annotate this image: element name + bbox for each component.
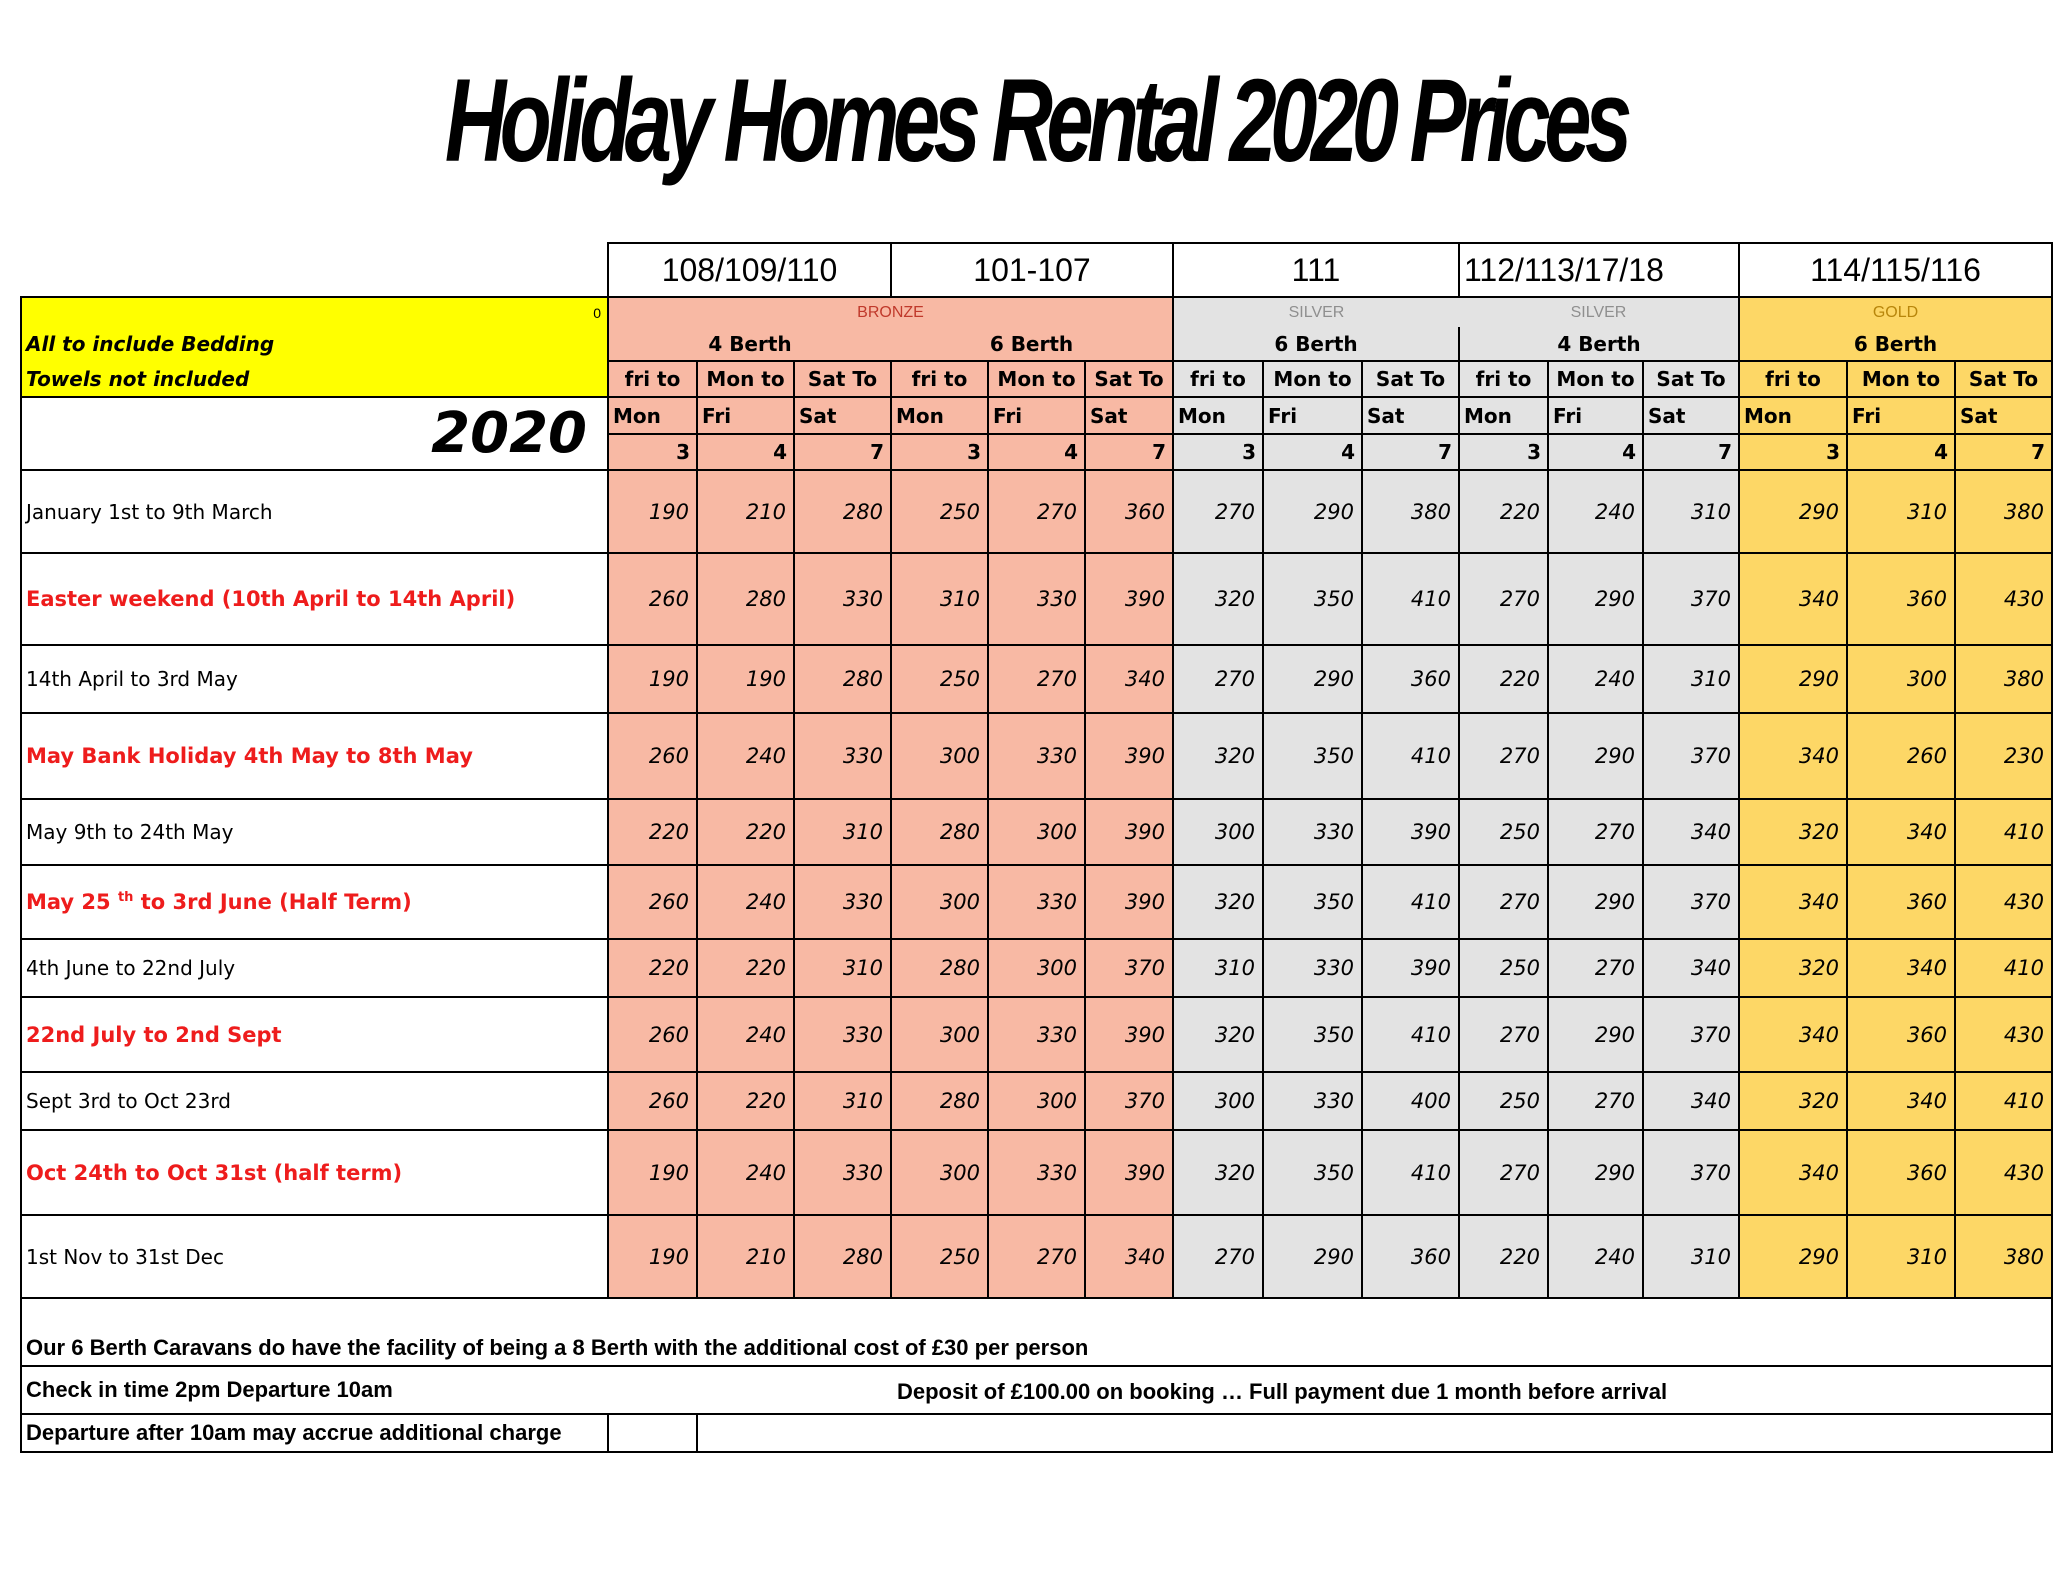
- price-cell: 250: [1459, 939, 1548, 997]
- col-header: Sat To: [1643, 361, 1739, 397]
- price-cell: 320: [1739, 799, 1847, 865]
- period-label: May 9th to 24th May: [21, 799, 608, 865]
- berth-row: [21, 327, 2052, 361]
- price-cell: 320: [1173, 713, 1263, 799]
- price-cell: 310: [794, 1072, 891, 1130]
- header-row-to: [21, 397, 2052, 434]
- price-cell: 300: [1173, 799, 1263, 865]
- price-cell: 300: [891, 997, 988, 1072]
- price-cell: 190: [697, 645, 794, 713]
- price-cell: 310: [1173, 939, 1263, 997]
- price-cell: 410: [1362, 713, 1459, 799]
- deposit-note: Deposit of £100.00 on booking … Full payment due 1 month before arrival: [897, 1379, 1668, 1404]
- unit-group-2: 101-107: [891, 243, 1173, 297]
- price-cell: 300: [988, 799, 1085, 865]
- tier-zero-label: 0: [21, 297, 608, 327]
- price-cell: 390: [1085, 997, 1173, 1072]
- period-label: 4th June to 22nd July: [21, 939, 608, 997]
- price-cell: 330: [988, 713, 1085, 799]
- period-label: 22nd July to 2nd Sept: [21, 997, 608, 1072]
- tier-silver-1: SILVER: [1173, 297, 1459, 327]
- col-header: Mon: [1459, 397, 1548, 434]
- price-cell: 340: [1085, 1215, 1173, 1298]
- price-cell: 410: [1362, 997, 1459, 1072]
- price-cell: 340: [1739, 713, 1847, 799]
- price-cell: 250: [891, 645, 988, 713]
- price-cell: 310: [794, 799, 891, 865]
- col-header: Mon to: [988, 361, 1085, 397]
- col-header: Mon: [1173, 397, 1263, 434]
- price-cell: 290: [1263, 470, 1362, 553]
- tier-silver-2: SILVER: [1459, 297, 1739, 327]
- price-cell: 310: [891, 553, 988, 645]
- price-cell: 340: [1643, 799, 1739, 865]
- price-cell: 270: [1173, 645, 1263, 713]
- price-cell: 340: [1847, 939, 1955, 997]
- price-cell: 340: [1739, 1130, 1847, 1215]
- col-header: Mon to: [1847, 361, 1955, 397]
- price-cell: 330: [988, 553, 1085, 645]
- unit-group-5: 114/115/116: [1739, 243, 2052, 297]
- col-header: Fri: [988, 397, 1085, 434]
- price-cell: 330: [794, 1130, 891, 1215]
- unit-group-1: 108/109/110: [608, 243, 891, 297]
- col-header: Sat: [1955, 397, 2052, 434]
- price-cell: 190: [608, 645, 697, 713]
- price-cell: 330: [794, 553, 891, 645]
- berth-label-4: 4 Berth: [1459, 327, 1739, 361]
- price-row: [21, 713, 2052, 799]
- unit-group-4: 112/113/17/18: [1459, 243, 1739, 297]
- price-cell: 270: [1459, 553, 1548, 645]
- price-cell: 340: [1739, 997, 1847, 1072]
- price-cell: 390: [1362, 939, 1459, 997]
- col-header: fri to: [891, 361, 988, 397]
- price-cell: 380: [1362, 470, 1459, 553]
- period-label: Easter weekend (10th April to 14th April): [21, 553, 608, 645]
- price-cell: 250: [891, 1215, 988, 1298]
- price-cell: 370: [1643, 713, 1739, 799]
- price-row: [21, 1072, 2052, 1130]
- price-cell: 350: [1263, 997, 1362, 1072]
- price-cell: 210: [697, 1215, 794, 1298]
- price-cell: 430: [1955, 1130, 2052, 1215]
- period-label: [21, 865, 608, 939]
- price-cell: 210: [697, 470, 794, 553]
- empty-cell: [697, 1414, 2052, 1452]
- checkin-note: Check in time 2pm Departure 10am: [26, 1377, 393, 1402]
- price-cell: 360: [1847, 553, 1955, 645]
- col-header: Sat To: [1955, 361, 2052, 397]
- col-header: fri to: [1739, 361, 1847, 397]
- price-cell: 410: [1362, 865, 1459, 939]
- price-row: [21, 865, 2052, 939]
- price-cell: 370: [1643, 553, 1739, 645]
- unit-group-3: 111: [1173, 243, 1459, 297]
- price-cell: 320: [1173, 553, 1263, 645]
- price-cell: 300: [891, 865, 988, 939]
- price-cell: 270: [1459, 997, 1548, 1072]
- price-cell: 290: [1739, 470, 1847, 553]
- checkin-row: [21, 1366, 2052, 1414]
- price-cell: 270: [1548, 939, 1643, 997]
- period-label: Oct 24th to Oct 31st (half term): [21, 1130, 608, 1215]
- berth-label-5: 6 Berth: [1739, 327, 2052, 361]
- period-label: 14th April to 3rd May: [21, 645, 608, 713]
- period-label: January 1st to 9th March: [21, 470, 608, 553]
- price-cell: 410: [1955, 939, 2052, 997]
- price-cell: 220: [1459, 1215, 1548, 1298]
- price-rows: [21, 470, 2052, 1298]
- price-cell: 350: [1263, 1130, 1362, 1215]
- price-cell: 270: [1173, 470, 1263, 553]
- price-cell: 290: [1548, 1130, 1643, 1215]
- price-cell: 290: [1548, 553, 1643, 645]
- col-header: Mon to: [1263, 361, 1362, 397]
- price-cell: 190: [608, 470, 697, 553]
- price-cell: 260: [1847, 713, 1955, 799]
- price-cell: 300: [1173, 1072, 1263, 1130]
- year-label: 2020: [21, 397, 608, 470]
- price-cell: 290: [1548, 713, 1643, 799]
- price-cell: 220: [1459, 645, 1548, 713]
- price-cell: 380: [1955, 470, 2052, 553]
- empty-cell: [608, 1414, 697, 1452]
- price-cell: 260: [608, 713, 697, 799]
- price-cell: 330: [1263, 939, 1362, 997]
- price-cell: 310: [1643, 470, 1739, 553]
- nights-header: 7: [794, 434, 891, 470]
- departure-note: Departure after 10am may accrue additional charge: [21, 1414, 608, 1452]
- price-cell: 240: [697, 1130, 794, 1215]
- caravan-note: Our 6 Berth Caravans do have the facility of being a 8 Berth with the additional cost of £30 per person: [21, 1298, 2052, 1366]
- price-cell: 410: [1362, 553, 1459, 645]
- price-row: [21, 645, 2052, 713]
- berth-label-1: 4 Berth: [608, 327, 891, 361]
- price-cell: 190: [608, 1130, 697, 1215]
- col-header: Mon: [1739, 397, 1847, 434]
- berth-label-2: 6 Berth: [891, 327, 1173, 361]
- price-cell: 390: [1085, 799, 1173, 865]
- price-cell: 290: [1263, 1215, 1362, 1298]
- price-cell: 300: [891, 713, 988, 799]
- price-cell: 240: [1548, 470, 1643, 553]
- price-cell: 290: [1548, 865, 1643, 939]
- price-cell: 310: [1643, 645, 1739, 713]
- nights-header: 4: [988, 434, 1085, 470]
- price-row: [21, 997, 2052, 1072]
- price-cell: 230: [1955, 713, 2052, 799]
- header-row-from: [21, 361, 2052, 397]
- price-cell: 340: [1739, 553, 1847, 645]
- nights-header: 7: [1085, 434, 1173, 470]
- price-cell: 340: [1847, 1072, 1955, 1130]
- price-row: [21, 553, 2052, 645]
- nights-header: 4: [1548, 434, 1643, 470]
- price-cell: 330: [794, 997, 891, 1072]
- price-cell: 330: [794, 713, 891, 799]
- price-cell: 270: [988, 1215, 1085, 1298]
- price-cell: 360: [1362, 645, 1459, 713]
- price-cell: 370: [1643, 865, 1739, 939]
- price-cell: 360: [1362, 1215, 1459, 1298]
- price-cell: 320: [1739, 939, 1847, 997]
- price-cell: 390: [1085, 1130, 1173, 1215]
- col-header: fri to: [1173, 361, 1263, 397]
- period-text: May 25: [26, 890, 118, 914]
- col-header: Mon to: [1548, 361, 1643, 397]
- price-cell: 270: [988, 645, 1085, 713]
- price-cell: 220: [697, 799, 794, 865]
- nights-header: 4: [1263, 434, 1362, 470]
- price-cell: 330: [988, 1130, 1085, 1215]
- price-cell: 340: [1643, 1072, 1739, 1130]
- price-cell: 430: [1955, 997, 2052, 1072]
- price-cell: 220: [608, 799, 697, 865]
- price-cell: 220: [697, 1072, 794, 1130]
- col-header: Sat To: [1362, 361, 1459, 397]
- price-cell: 340: [1085, 645, 1173, 713]
- price-cell: 390: [1362, 799, 1459, 865]
- price-cell: 410: [1955, 799, 2052, 865]
- price-cell: 400: [1362, 1072, 1459, 1130]
- price-cell: 360: [1085, 470, 1173, 553]
- footer: [21, 1298, 2052, 1452]
- page-title: Holiday Homes Rental 2020 Prices: [444, 55, 1626, 187]
- price-cell: 310: [1643, 1215, 1739, 1298]
- price-cell: 360: [1847, 1130, 1955, 1215]
- price-cell: 330: [988, 997, 1085, 1072]
- price-cell: 330: [1263, 1072, 1362, 1130]
- period-label: May Bank Holiday 4th May to 8th May: [21, 713, 608, 799]
- price-cell: 290: [1548, 997, 1643, 1072]
- price-cell: 190: [608, 1215, 697, 1298]
- price-cell: 370: [1085, 939, 1173, 997]
- col-header: Mon: [608, 397, 697, 434]
- price-cell: 260: [608, 997, 697, 1072]
- units-label-cell: [21, 243, 608, 297]
- price-cell: 260: [608, 1072, 697, 1130]
- price-cell: 270: [1548, 799, 1643, 865]
- price-cell: 330: [794, 865, 891, 939]
- price-cell: 390: [1085, 713, 1173, 799]
- period-label: Sept 3rd to Oct 23rd: [21, 1072, 608, 1130]
- price-cell: 370: [1085, 1072, 1173, 1130]
- price-cell: 370: [1643, 997, 1739, 1072]
- price-cell: 220: [608, 939, 697, 997]
- col-header: Sat: [1362, 397, 1459, 434]
- price-cell: 270: [1173, 1215, 1263, 1298]
- col-header: Mon: [891, 397, 988, 434]
- price-cell: 390: [1085, 553, 1173, 645]
- price-cell: 300: [891, 1130, 988, 1215]
- price-table: [20, 242, 2053, 1453]
- price-cell: 290: [1739, 1215, 1847, 1298]
- price-cell: 380: [1955, 645, 2052, 713]
- nights-header: 3: [1459, 434, 1548, 470]
- price-cell: 350: [1263, 865, 1362, 939]
- price-cell: 220: [1459, 470, 1548, 553]
- col-header: Sat: [794, 397, 891, 434]
- price-cell: 280: [794, 1215, 891, 1298]
- price-cell: 370: [1643, 1130, 1739, 1215]
- price-cell: 250: [891, 470, 988, 553]
- price-cell: 270: [1459, 713, 1548, 799]
- price-cell: 310: [794, 939, 891, 997]
- price-cell: 290: [1263, 645, 1362, 713]
- price-row: [21, 470, 2052, 553]
- price-cell: 290: [1739, 645, 1847, 713]
- price-cell: 240: [1548, 645, 1643, 713]
- price-cell: 260: [608, 553, 697, 645]
- nights-header: 4: [1847, 434, 1955, 470]
- bedding-note: All to include Bedding: [21, 327, 608, 361]
- price-cell: 380: [1955, 1215, 2052, 1298]
- units-row: [21, 243, 2052, 297]
- col-header: Sat To: [1085, 361, 1173, 397]
- price-cell: 270: [1459, 865, 1548, 939]
- price-cell: 320: [1173, 865, 1263, 939]
- period-superscript: th: [117, 890, 134, 905]
- col-header: Sat: [1643, 397, 1739, 434]
- period-text: to 3rd June (Half Term): [133, 890, 412, 914]
- price-cell: 270: [1548, 1072, 1643, 1130]
- col-header: Sat To: [794, 361, 891, 397]
- nights-header: 7: [1643, 434, 1739, 470]
- price-row: [21, 1215, 2052, 1298]
- price-cell: 250: [1459, 799, 1548, 865]
- price-cell: 340: [1739, 865, 1847, 939]
- price-cell: 270: [1459, 1130, 1548, 1215]
- price-cell: 410: [1362, 1130, 1459, 1215]
- price-cell: 280: [697, 553, 794, 645]
- price-cell: 260: [608, 865, 697, 939]
- price-cell: 240: [1548, 1215, 1643, 1298]
- price-cell: 300: [1847, 645, 1955, 713]
- price-cell: 240: [697, 865, 794, 939]
- nights-header: 3: [891, 434, 988, 470]
- price-cell: 300: [988, 1072, 1085, 1130]
- price-row: [21, 1130, 2052, 1215]
- price-cell: 270: [988, 470, 1085, 553]
- price-cell: 330: [1263, 799, 1362, 865]
- tier-bronze: BRONZE: [608, 297, 1173, 327]
- price-row: [21, 799, 2052, 865]
- price-cell: 310: [1847, 470, 1955, 553]
- price-cell: 330: [988, 865, 1085, 939]
- col-header: fri to: [1459, 361, 1548, 397]
- price-cell: 350: [1263, 553, 1362, 645]
- tier-row: [21, 297, 2052, 327]
- price-cell: 320: [1739, 1072, 1847, 1130]
- nights-header: 4: [697, 434, 794, 470]
- price-cell: 390: [1085, 865, 1173, 939]
- price-cell: 280: [891, 1072, 988, 1130]
- price-cell: 310: [1847, 1215, 1955, 1298]
- price-cell: 340: [1847, 799, 1955, 865]
- price-row: [21, 939, 2052, 997]
- col-header: Fri: [697, 397, 794, 434]
- price-cell: 360: [1847, 997, 1955, 1072]
- nights-header: 3: [1173, 434, 1263, 470]
- price-cell: 300: [988, 939, 1085, 997]
- tier-gold: GOLD: [1739, 297, 2052, 327]
- col-header: Fri: [1263, 397, 1362, 434]
- price-cell: 430: [1955, 865, 2052, 939]
- price-cell: 240: [697, 997, 794, 1072]
- price-cell: 280: [891, 939, 988, 997]
- nights-header: 3: [1739, 434, 1847, 470]
- price-cell: 320: [1173, 997, 1263, 1072]
- price-cell: 280: [794, 470, 891, 553]
- price-cell: 350: [1263, 713, 1362, 799]
- price-cell: 430: [1955, 553, 2052, 645]
- col-header: Sat: [1085, 397, 1173, 434]
- towels-note: Towels not included: [21, 361, 608, 397]
- berth-label-3: 6 Berth: [1173, 327, 1459, 361]
- price-cell: 220: [697, 939, 794, 997]
- price-cell: 280: [891, 799, 988, 865]
- nights-header: 7: [1362, 434, 1459, 470]
- price-cell: 320: [1173, 1130, 1263, 1215]
- price-cell: 410: [1955, 1072, 2052, 1130]
- col-header: Fri: [1847, 397, 1955, 434]
- price-cell: 340: [1643, 939, 1739, 997]
- price-cell: 280: [794, 645, 891, 713]
- nights-header: 3: [608, 434, 697, 470]
- col-header: Fri: [1548, 397, 1643, 434]
- period-label: 1st Nov to 31st Dec: [21, 1215, 608, 1298]
- price-cell: 240: [697, 713, 794, 799]
- price-cell: 360: [1847, 865, 1955, 939]
- nights-header: 7: [1955, 434, 2052, 470]
- col-header: fri to: [608, 361, 697, 397]
- col-header: Mon to: [697, 361, 794, 397]
- price-cell: 250: [1459, 1072, 1548, 1130]
